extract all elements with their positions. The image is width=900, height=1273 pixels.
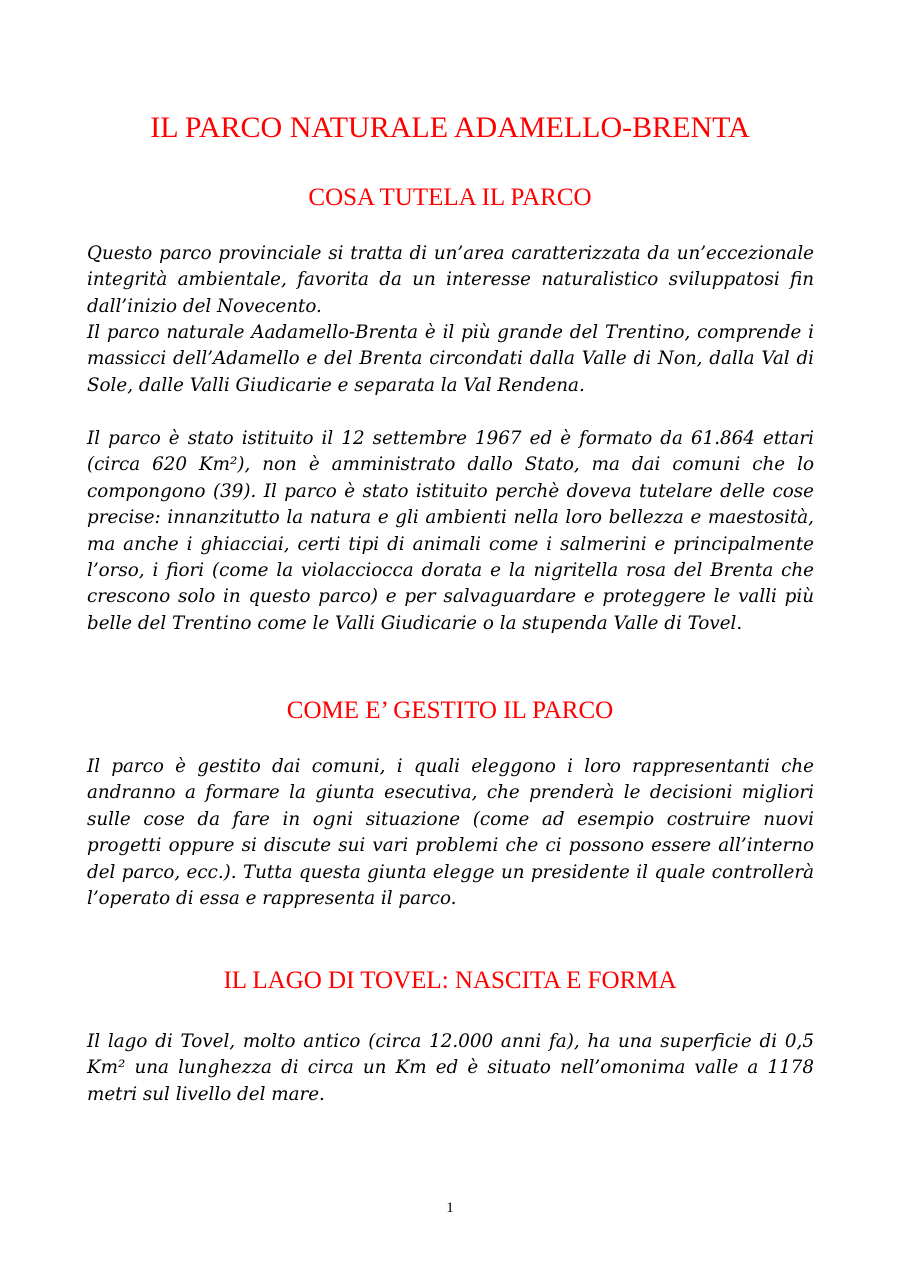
section-heading-lago-tovel: IL LAGO DI TOVEL: NASCITA E FORMA [223, 967, 677, 994]
section-heading-cosa-tutela: COSA TUTELA IL PARCO [308, 184, 592, 211]
paragraph-location: Il parco naturale Aadamello-Brenta è il più grande del Trentino, comprende i massicci dell’Adamello e del Brenta circondati dalla Valle di Non, dalla Val di Sole, dalle Valli Giudicarie e separata la Val Rendena. [87, 322, 814, 396]
section-heading-gestione: COME E’ GESTITO IL PARCO [286, 697, 614, 724]
paragraph-lago-tovel: Il lago di Tovel, molto antico (circa 12.000 anni fa), ha una superficie di 0,5 Km² una lunghezza di circa un Km ed è situato nell’omonima valle a 1178 metri sul livello del mare. [87, 1031, 814, 1105]
paragraph-history: Il parco è stato istituito il 12 settembre 1967 ed è formato da 61.864 ettari (circa 620 Km²), non è amministrato dallo Stato, ma dai comuni che lo compongono (39). Il parco è stato istituito perchè doveva tutelare delle cose precise: innanzitutto la natura e gli ambienti nella loro bellezza e maestosità, ma anche i ghiacciai, certi tipi di animali come i salmerini e principalmente l’orso, i fiori (come la violacciocca dorata e la nigritella rosa del Brenta che crescono solo in questo parco) e per salvaguardare e proteggere le valli più belle del Trentino come le Valli Giudicarie o la stupenda Valle di Tovel. [87, 428, 814, 634]
paragraph-intro: Questo parco provinciale si tratta di un’area caratterizzata da un’eccezionale integrità ambientale, favorita da un interesse naturalistico sviluppatosi fin dall’inizio del Novecento. [87, 243, 814, 317]
document-title: IL PARCO NATURALE ADAMELLO-BRENTA [150, 111, 750, 144]
paragraph-gestione: Il parco è gestito dai comuni, i quali eleggono i loro rappresentanti che andranno a formare la giunta esecutiva, che prenderà le decisioni migliori sulle cose da fare in ogni situazione (come ad esempio costruire nuovi progetti oppure si discute sui vari problemi che ci possono essere all’interno del parco, ecc.). Tutta questa giunta elegge un presidente il quale controllerà l’operato di essa e rappresenta il parco. [87, 756, 814, 910]
page-number: 1 [446, 1200, 454, 1216]
